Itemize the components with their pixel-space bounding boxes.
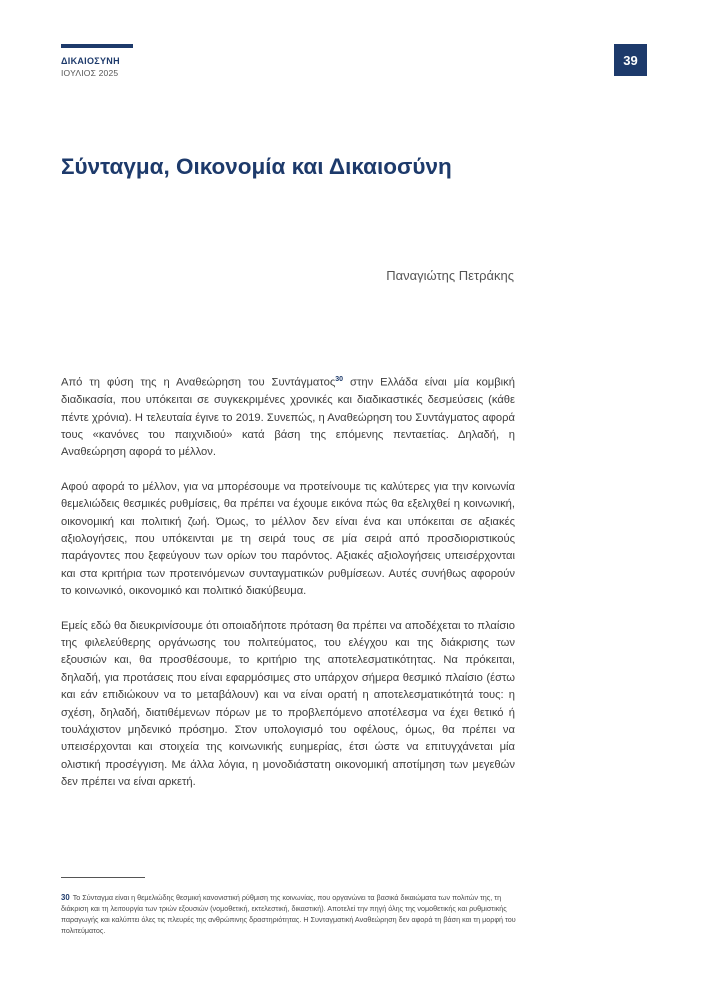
footnote-text: Το Σύνταγμα είναι η θεμελιώδης θεσμική κανονιστική ρύθμιση της κοινωνίας, που οργανώνει τα βασικά δικαιώματα των πολιτών της, τη διάκριση και τη λειτουργία των τριών εξουσιών (νομοθετική, εκτελεστική, δικαστική). Αποτελεί την πηγή όλης της νομοθετικής και ρυθμιστικής παραγωγής και καλύπτει όλες τις πλευρές της ανθρώπινης δραστηριότητας. Η Συνταγματική Αναθεώρηση δεν αφορά τη βάση και τη μορφή του πολιτεύματος.: [61, 893, 516, 935]
paragraph-1-text-after-ref: στην Ελλάδα είναι μία κομβική διαδικασία, που υπόκειται σε συγκεκριμένες χρονικές και διαδικαστικές δεσμεύσεις (κάθε πέντε χρόνια). Η τελευταία έγινε το 2019. Συνεπώς, η Αναθεώρηση του Συντάγματος αφορά τους «κανόνες του παιχνιδιού» κατά βάση της επόμενης πενταετίας. Δηλαδή, η Αναθεώρηση αφορά το μέλλον.: [61, 376, 515, 459]
page-number-badge: [614, 44, 647, 76]
article-author: Παναγιώτης Πετράκης: [386, 268, 514, 283]
issue-date: ΙΟΥΛΙΟΣ 2025: [61, 68, 119, 78]
page-number: 39: [623, 52, 638, 68]
footnote-divider: [61, 877, 145, 878]
footnote-number: 30: [61, 893, 70, 902]
article-title: Σύνταγμα, Οικονομία και Δικαιοσύνη: [61, 154, 452, 179]
header-accent-rule: [61, 44, 133, 48]
footnote-reference[interactable]: 30: [335, 376, 344, 383]
section-label: ΔΙΚΑΙΟΣΥΝΗ: [61, 56, 120, 66]
footnote: [61, 892, 519, 936]
paragraph-3: Εμείς εδώ θα διευκρινίσουμε ότι οποιαδήποτε πρόταση θα πρέπει να αποδέχεται το πλαίσιο της φιλελεύθερης οργάνωσης του πολιτεύματος, του ελέγχου και της διάκρισης των εξουσιών και, θα προσθέσουμε, το κριτήριο της αποτελεσματικότητας. Να πρόκειται, δηλαδή, για προτάσεις που είναι εφαρμόσιμες στο υπάρχον σήμερα θεσμικό πλαίσιο (έστω και εάν επιδιώκουν να το μεταβάλουν) και να είναι ορατή η αποτελεσματικότητά τους: η σχέση, δηλαδή, διατιθέμενων πόρων με το προβλεπόμενο αποτέλεσμα να έχει θετικό ή τουλάχιστον μηδενικό πρόσημο. Στον υπολογισμό του οφέλους, όμως, θα πρέπει να υπεισέρχονται και στοιχεία της κοινωνικής ευημερίας, έτσι ώστε να επιτυγχάνεται μία ολιστική προσέγγιση. Με άλλα λόγια, η μονοδιάστατη οικονομική αποτίμηση των μεγεθών δεν πρέπει να είναι αρκετή.: [61, 619, 515, 789]
article-body: [61, 371, 515, 809]
paragraph-1-text-before-ref: Από τη φύση της η Αναθεώρηση του Συντάγματος: [61, 376, 336, 389]
paragraph-1: [61, 371, 515, 462]
paragraph-2: Αφού αφορά το μέλλον, για να μπορέσουμε να προτείνουμε τις καλύτερες για την κοινωνία θεμελιώδεις θεσμικές ρυθμίσεις, θα πρέπει να έχουμε εικόνα πώς θα εξελιχθεί η κοινωνική, οικονομική και πολιτική ζωή. Όμως, το μέλλον δεν είναι ένα και υπόκειται σε αξιακές αξιολογήσεις, που υπόκεινται με τη σειρά τους σε μία σειρά από προσδιοριστικούς παράγοντες που ξεφεύγουν των ορίων του παρόντος. Αξιακές αξιολογήσεις υπεισέρχονται και στα κριτήρια των προτεινόμενων συνταγματικών ρυθμίσεων. Αυτές συνήθως αφορούν το κοινωνικό, οικονομικό και πολιτικό διακύβευμα.: [61, 480, 515, 598]
